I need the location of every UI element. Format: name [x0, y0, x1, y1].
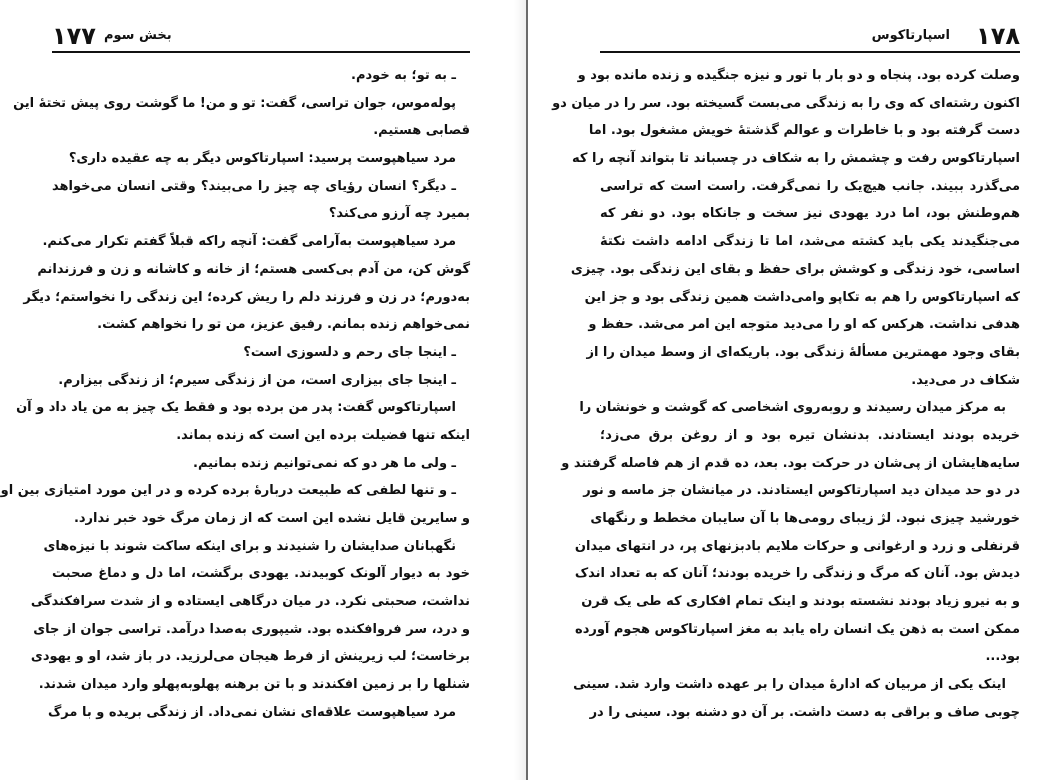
page-number: ۱۷۸ [976, 22, 1020, 50]
text-line: بمیرد چه آرزو می‌کند؟ [328, 206, 470, 222]
text-line: وصلت کرده بود. پنجاه و دو بار با تور و نیزه جنگیده و زنده مانده بود و [577, 68, 1020, 83]
text-line: می‌جنگیدند یکی باید کشته می‌شد، اما تا زندگی ادامه داشت نکتهٔ [600, 234, 1020, 250]
text-line: ـ به تو؛ به خودم. [351, 68, 456, 83]
text-line: چوبی صاف و براقی به دست داشت. بر آن دو دشنه بود. سینی را در [589, 704, 1020, 720]
text-line: خورشید چیزی نبود. لژ زیبای رومی‌ها با آن سایبان مخطط و رنگهای [590, 511, 1020, 526]
text-line: پولەموس، جوان تراسی، گفت: تو و من! ما گوشت روی پیش تختهٔ این [13, 95, 456, 111]
text-line: قصابی هستیم. [373, 123, 470, 139]
text-line: هدفی نداشت. هرکس که او را می‌دید متوجه این امر می‌شد. حفظ و [588, 317, 1020, 333]
text-line: هم‌وطنش بود، اما درد یهودی نیز سخت و جانکاه بود. دو نفر که [600, 206, 1020, 222]
running-head: اسپارتاکوس [871, 28, 950, 43]
text-line: ـ و تنها لطفی که طبیعت دربارهٔ برده کرده و در این مورد امتیازی بین او [0, 483, 456, 499]
text-line: سایه‌هایشان از پی‌شان در حرکت بود. بعد، ده قدم از هم فاصله گرفتند و [561, 455, 1020, 471]
text-line: دست گرفته بود و با خاطرات و عوالم گذشتهٔ خویش مشغول بود. اما [588, 123, 1020, 139]
body-text [552, 62, 1020, 727]
text-line: ـ اینجا جای رحم و دلسوزی است؟ [243, 344, 456, 360]
text-line: مرد سیاهپوست پرسید: اسپارتاکوس دیگر به چه عقیده داری؟ [68, 151, 456, 167]
body-text [0, 62, 470, 727]
text-line: نمی‌خواهم زنده بمانم. رفیق عزیز، من تو را نخواهم کشت. [97, 317, 470, 333]
text-line: خود به دیوار آلونک کوبیدند. یهودی برگشت، اما دل و دماغ صحبت [52, 566, 470, 582]
text-line: برخاست؛ لب زیرینش از فرط هیجان می‌لرزید. در باز شد، او و یهودی [30, 649, 470, 665]
text-line: نگهبانان صدایشان را شنیدند و برای اینکه ساکت شوند با نیزه‌های [43, 538, 456, 554]
header-rule [600, 51, 1020, 53]
text-line: و به نیرو زیاد بودند نشسته بودند و اینک تمام افکاری که طی یک قرن [581, 594, 1020, 610]
text-line: اکنون رشته‌ای که وی را به زندگی می‌بست گسیخته بود. سر را در میان دو [552, 95, 1020, 111]
text-line: بود... [985, 649, 1020, 665]
text-line: به مرکز میدان رسیدند و روبه‌روی اشخاصی که گوشت و خونشان را [579, 400, 1006, 416]
running-head: بخش سوم [104, 28, 172, 43]
text-line: و سایرین قایل نشده این است که از زمان مرگ خود خبر ندارد. [73, 511, 470, 526]
left-page [0, 0, 526, 780]
text-line: شکاف در می‌دید. [911, 372, 1020, 388]
left-page-header [52, 22, 470, 52]
text-line: شنلها را بر زمین افکندند و با تن برهنه پهلوبه‌پهلو وارد میدان شدند. [38, 677, 470, 693]
text-line: خریده بودند ایستادند. بدنشان تیره بود و از روغن برق می‌زد؛ [600, 427, 1020, 443]
text-line: اسپارتاکوس رفت و چشمش را به شکاف در چسباند تا بتواند آنچه را که [572, 151, 1020, 167]
text-line: مرد سیاهپوست علاقه‌ای نشان نمی‌داد. از زندگی بریده و با مرگ [48, 704, 456, 720]
text-line: می‌گذرد ببیند. جانب هیچ‌یک را نمی‌گرفت. راست است که تراسی [600, 178, 1020, 194]
text-line: در دو حد میدان دید اسپارتاکوس ایستادند. در میانشان جز ماسه و نور [583, 483, 1020, 499]
right-page-header [600, 22, 1020, 52]
text-line: مرد سیاهپوست به‌آرامی گفت: آنچه راکه قبلاً گفتم تکرار می‌کنم. [42, 234, 456, 250]
text-line: نداشت، صحبتی نکرد. در میان درگاهی ایستاده و از شدت سرافکندگی [30, 594, 470, 610]
header-rule [52, 51, 470, 53]
text-line: ـ دیگر؟ انسان رؤیای چه چیز را می‌بیند؟ وقتی انسان می‌خواهد [52, 178, 456, 194]
right-page [528, 0, 1054, 780]
text-line: و درد، سر فروافکنده بود. شیپوری به‌صدا درآمد. تراسی جوان از جای [33, 621, 470, 637]
text-line: اساسی، خود زندگی و کوشش برای حفظ و بقای این زندگی بود. چیزی [570, 261, 1020, 277]
text-line: که اسپارتاکوس را هم به تکاپو وامی‌داشت همین زندگی بود و جز این [584, 289, 1020, 305]
text-line: اسپارتاکوس گفت: پدر من برده بود و فقط یک چیز به من یاد داد و آن [16, 400, 456, 416]
text-line: ممکن است به ذهن یک انسان راه یابد به مغز اسپارتاکوس هجوم آورده [575, 621, 1020, 637]
text-line: دیدش بود. آنان که مرگ و زندگی را خریده بودند؛ آنان که به تعداد اندک [574, 566, 1020, 582]
text-line: ـ ولی ما هر دو که نمی‌توانیم زنده بمانیم. [193, 455, 456, 471]
text-line: بقای وجود مهمترین مسألهٔ زندگی بود. باریکه‌ای از وسط میدان را از [586, 344, 1020, 360]
text-line: ـ اینجا جای بیزاری است، من از زندگی سیرم؛ از زندگی بیزارم. [58, 372, 456, 388]
text-line: به‌دورم؛ در زن و فرزند دلم را ریش کرده؛ این زندگی را نخواستم؛ دیگر [23, 289, 470, 305]
text-line: اینک یکی از مربیان که ادارهٔ میدان را بر عهده داشت وارد شد. سینی [573, 677, 1006, 693]
text-line: قرنفلی و زرد و ارغوانی و حرکات ملایم بادبزنهای پر، در انتهای میدان [574, 538, 1020, 554]
text-line: گوش کن، من آدم بی‌کسی هستم؛ از خانه و کاشانه و زن و فرزندانم [37, 261, 470, 277]
page-number: ۱۷۷ [52, 22, 96, 50]
text-line: اینکه تنها فضیلت برده این است که زنده بماند. [176, 427, 470, 443]
